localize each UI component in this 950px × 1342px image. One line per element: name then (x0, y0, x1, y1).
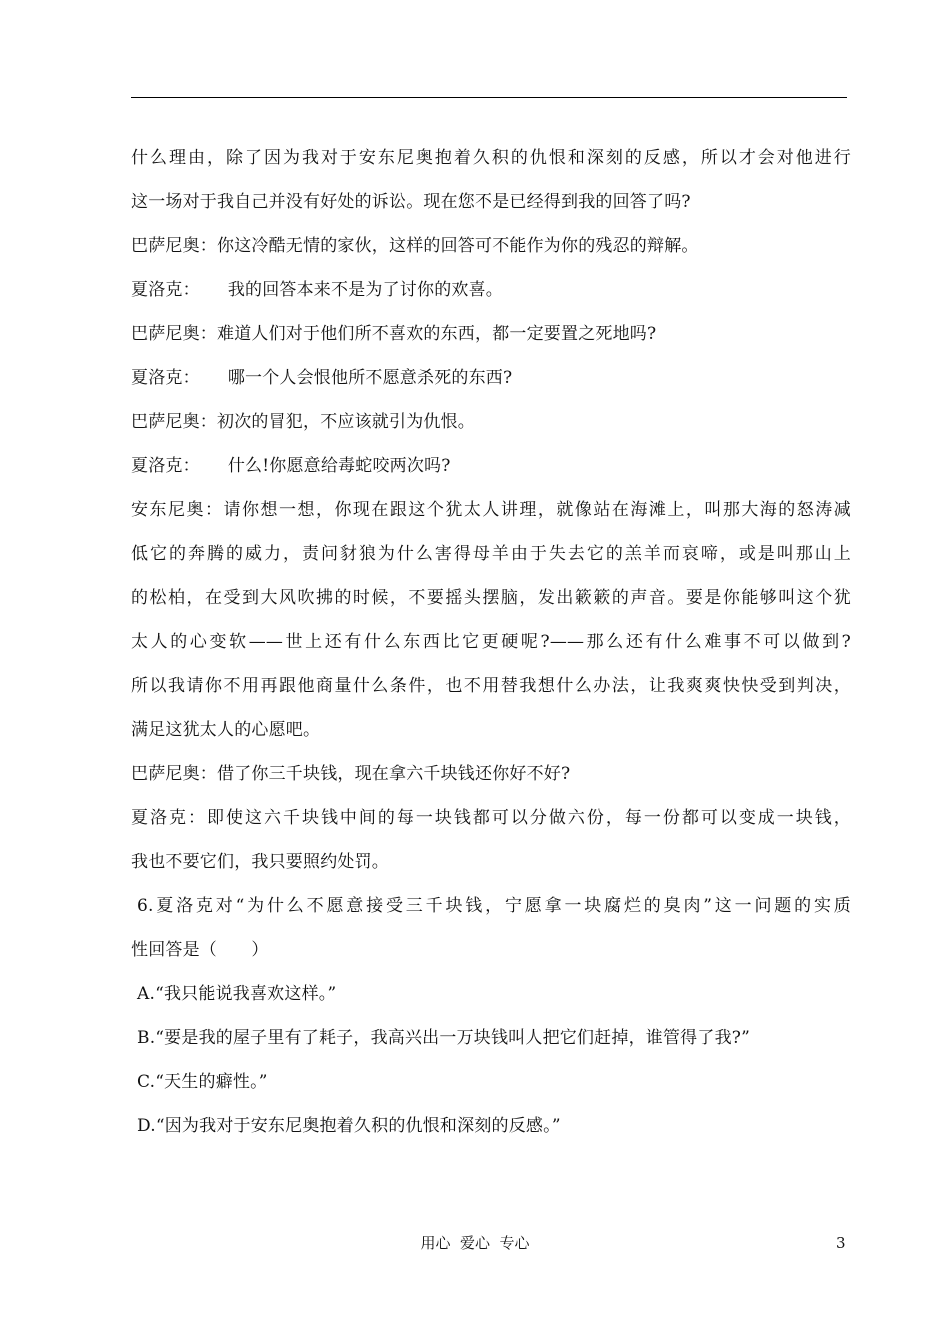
text-line: 这一场对于我自己并没有好处的诉讼。现在您不是已经得到我的回答了吗? (131, 192, 691, 212)
dialogue-line: 夏洛克：即使这六千块钱中间的每一块钱都可以分做六份，每一份都可以变成一块钱， (131, 808, 851, 828)
speaker-label: 夏洛克： (131, 280, 200, 300)
text-line: 满足这犹太人的心愿吧。 (131, 720, 321, 740)
text-line: 低它的奔腾的威力，责问豺狼为什么害得母羊由于失去它的羔羊而哀啼，或是叫那山上 (131, 544, 851, 564)
footer-slogan: 用心 爱心 专心 (420, 1234, 530, 1252)
option-c: C.“天生的癖性。” (137, 1072, 268, 1092)
dialogue-line (131, 448, 851, 492)
dialogue-line: 巴萨尼奥：借了你三千块钱，现在拿六千块钱还你好不好? (131, 764, 571, 784)
document-body (131, 140, 851, 1152)
dialogue-line (131, 272, 851, 316)
dialogue-text: 哪一个人会恨他所不愿意杀死的东西? (227, 368, 513, 388)
dialogue-line: 安东尼奥：请你想一想，你现在跟这个犹太人讲理，就像站在海滩上，叫那大海的怒涛减 (131, 500, 851, 520)
question-stem-continued: 性回答是（ ） (131, 940, 269, 960)
question-stem: 6.夏洛克对“为什么不愿意接受三千块钱，宁愿拿一块腐烂的臭肉”这一问题的实质 (137, 896, 851, 916)
dialogue-line (131, 360, 851, 404)
text-line: 什么理由，除了因为我对于安东尼奥抱着久积的仇恨和深刻的反感，所以才会对他进行 (131, 148, 851, 168)
option-a: A.“我只能说我喜欢这样。” (137, 984, 337, 1004)
dialogue-line: 巴萨尼奥：难道人们对于他们所不喜欢的东西，都一定要置之死地吗? (131, 324, 657, 344)
dialogue-text: 我的回答本来不是为了讨你的欢喜。 (227, 280, 504, 300)
text-line: 所以我请你不用再跟他商量什么条件，也不用替我想什么办法，让我爽爽快快受到判决， (131, 676, 851, 696)
text-line: 的松柏，在受到大风吹拂的时候，不要摇头摆脑，发出簌簌的声音。要是你能够叫这个犹 (131, 588, 851, 608)
header-rule (131, 97, 847, 98)
text-line: 太人的心变软——世上还有什么东西比它更硬呢?——那么还有什么难事不可以做到? (131, 632, 851, 652)
dialogue-line: 巴萨尼奥：初次的冒犯，不应该就引为仇恨。 (131, 412, 475, 432)
page-number: 3 (836, 1234, 846, 1252)
option-b: B.“要是我的屋子里有了耗子，我高兴出一万块钱叫人把它们赶掉，谁管得了我?” (137, 1028, 750, 1048)
text-line: 我也不要它们，我只要照约处罚。 (131, 852, 389, 872)
speaker-label: 夏洛克： (131, 368, 200, 388)
dialogue-text: 什么!你愿意给毒蛇咬两次吗? (227, 456, 451, 476)
option-d: D.“因为我对于安东尼奥抱着久积的仇恨和深刻的反感。” (137, 1116, 561, 1136)
dialogue-line: 巴萨尼奥：你这冷酷无情的家伙，这样的回答可不能作为你的残忍的辩解。 (131, 236, 699, 256)
speaker-label: 夏洛克： (131, 456, 200, 476)
